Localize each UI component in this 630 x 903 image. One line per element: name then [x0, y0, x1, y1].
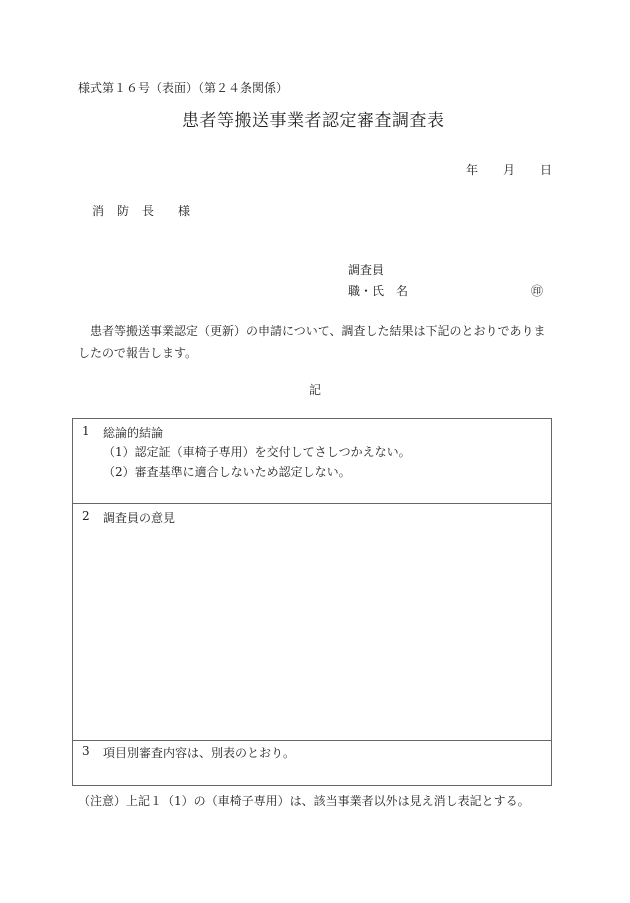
addressee-char: 長: [142, 204, 155, 218]
section-item-review: [73, 741, 551, 785]
investigator-name-label: 職・氏 名: [348, 284, 409, 298]
date-day-label: 日: [540, 163, 553, 177]
page-title: 患者等搬送事業者認定審査調査表: [182, 111, 445, 131]
section-number: 3: [82, 744, 90, 758]
conclusion-option-1: （1）認定証（車椅子専用）を交付してさしつかえない。: [103, 445, 411, 459]
section-number: 2: [82, 509, 90, 523]
seal-icon: ㊞: [531, 284, 544, 298]
section-opinion: [73, 504, 551, 741]
form-number: 様式第１６号（表面）（第２４条関係）: [78, 81, 289, 95]
section-heading: 調査員の意見: [103, 511, 176, 525]
addressee-honorific: 様: [178, 204, 191, 218]
addressee: [92, 202, 190, 219]
investigator-label: 調査員: [348, 263, 385, 277]
footnote: （注意）上記１（1）の（車椅子専用）は、該当事業者以外は見え消し表記とする。: [78, 794, 530, 808]
report-table: [72, 418, 552, 786]
section-heading: 総論的結論: [103, 426, 164, 440]
section-conclusion: [73, 419, 551, 504]
date-month-label: 月: [503, 163, 516, 177]
body-text: 患者等搬送事業認定（更新）の申請について、調査した結果は下記のとおりでありましたので報告します。: [78, 324, 546, 360]
conclusion-option-2: （2）審査基準に適合しないため認定しない。: [103, 465, 351, 479]
section-number: 1: [82, 424, 90, 438]
date-year-label: 年: [466, 163, 479, 177]
addressee-char: 消: [92, 204, 105, 218]
section-heading: 項目別審査内容は、別表のとおり。: [103, 746, 296, 760]
ki-label: 記: [309, 383, 322, 397]
addressee-char: 防: [117, 204, 130, 218]
